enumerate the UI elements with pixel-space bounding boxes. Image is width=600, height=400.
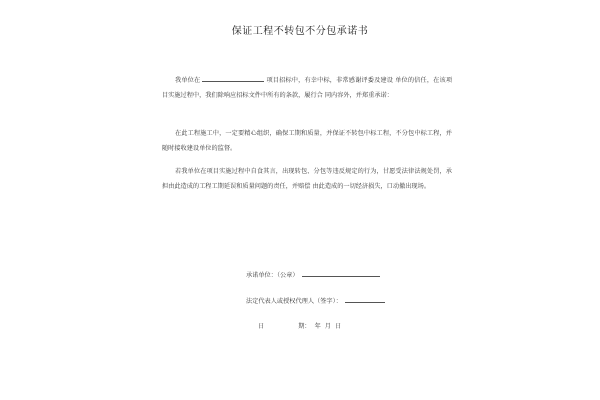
date-day: 日 [334,323,342,330]
date-year: 年 [314,323,321,330]
legal-rep-row [246,296,385,305]
paragraph-1 [162,73,452,103]
legal-rep-label: 法定代表人或授权代理人（签字）： [246,298,342,305]
date-row [258,321,341,330]
date-label-qi: 期： [298,323,311,330]
date-month: 月 [324,323,331,330]
paragraph-2-text: 在此工程施工中，一定要精心组织，确保工期和质量，并保证不转包中标工程，不分包中标工程，并随时接收建设单位的监督。 [162,130,452,152]
legal-rep-line [345,297,385,303]
sign-unit-label: 承诺单位：（公章） [246,272,299,279]
sign-unit-line [302,271,380,277]
date-label-ri: 日 [258,323,265,330]
project-name-blank [202,76,264,82]
sign-unit-row [246,270,380,279]
paragraph-3 [162,164,452,194]
paragraph-3-text: 若我单位在项目实施过程中自食其言，出现转包、分包等违反规定的行为，甘愿受法律法规处罚，承担由此造成的工程工期延误和质量问题的责任，并赔偿 由此造成的一切经济损失，口动撤出现场。 [162,168,452,190]
document-title: 保证工程不转包不分包承诺书 [231,26,369,37]
paragraph-1-lead: 我单位在 [175,77,201,84]
paragraph-1-text: 项目招标中，有幸中标，非常感谢评委及建设 单位的信任，在该项目实施过程中，我们除响应招标文件中所有的条款，履行合 同内容外，并郑重承诺： [162,77,453,99]
paragraph-2 [162,126,452,156]
